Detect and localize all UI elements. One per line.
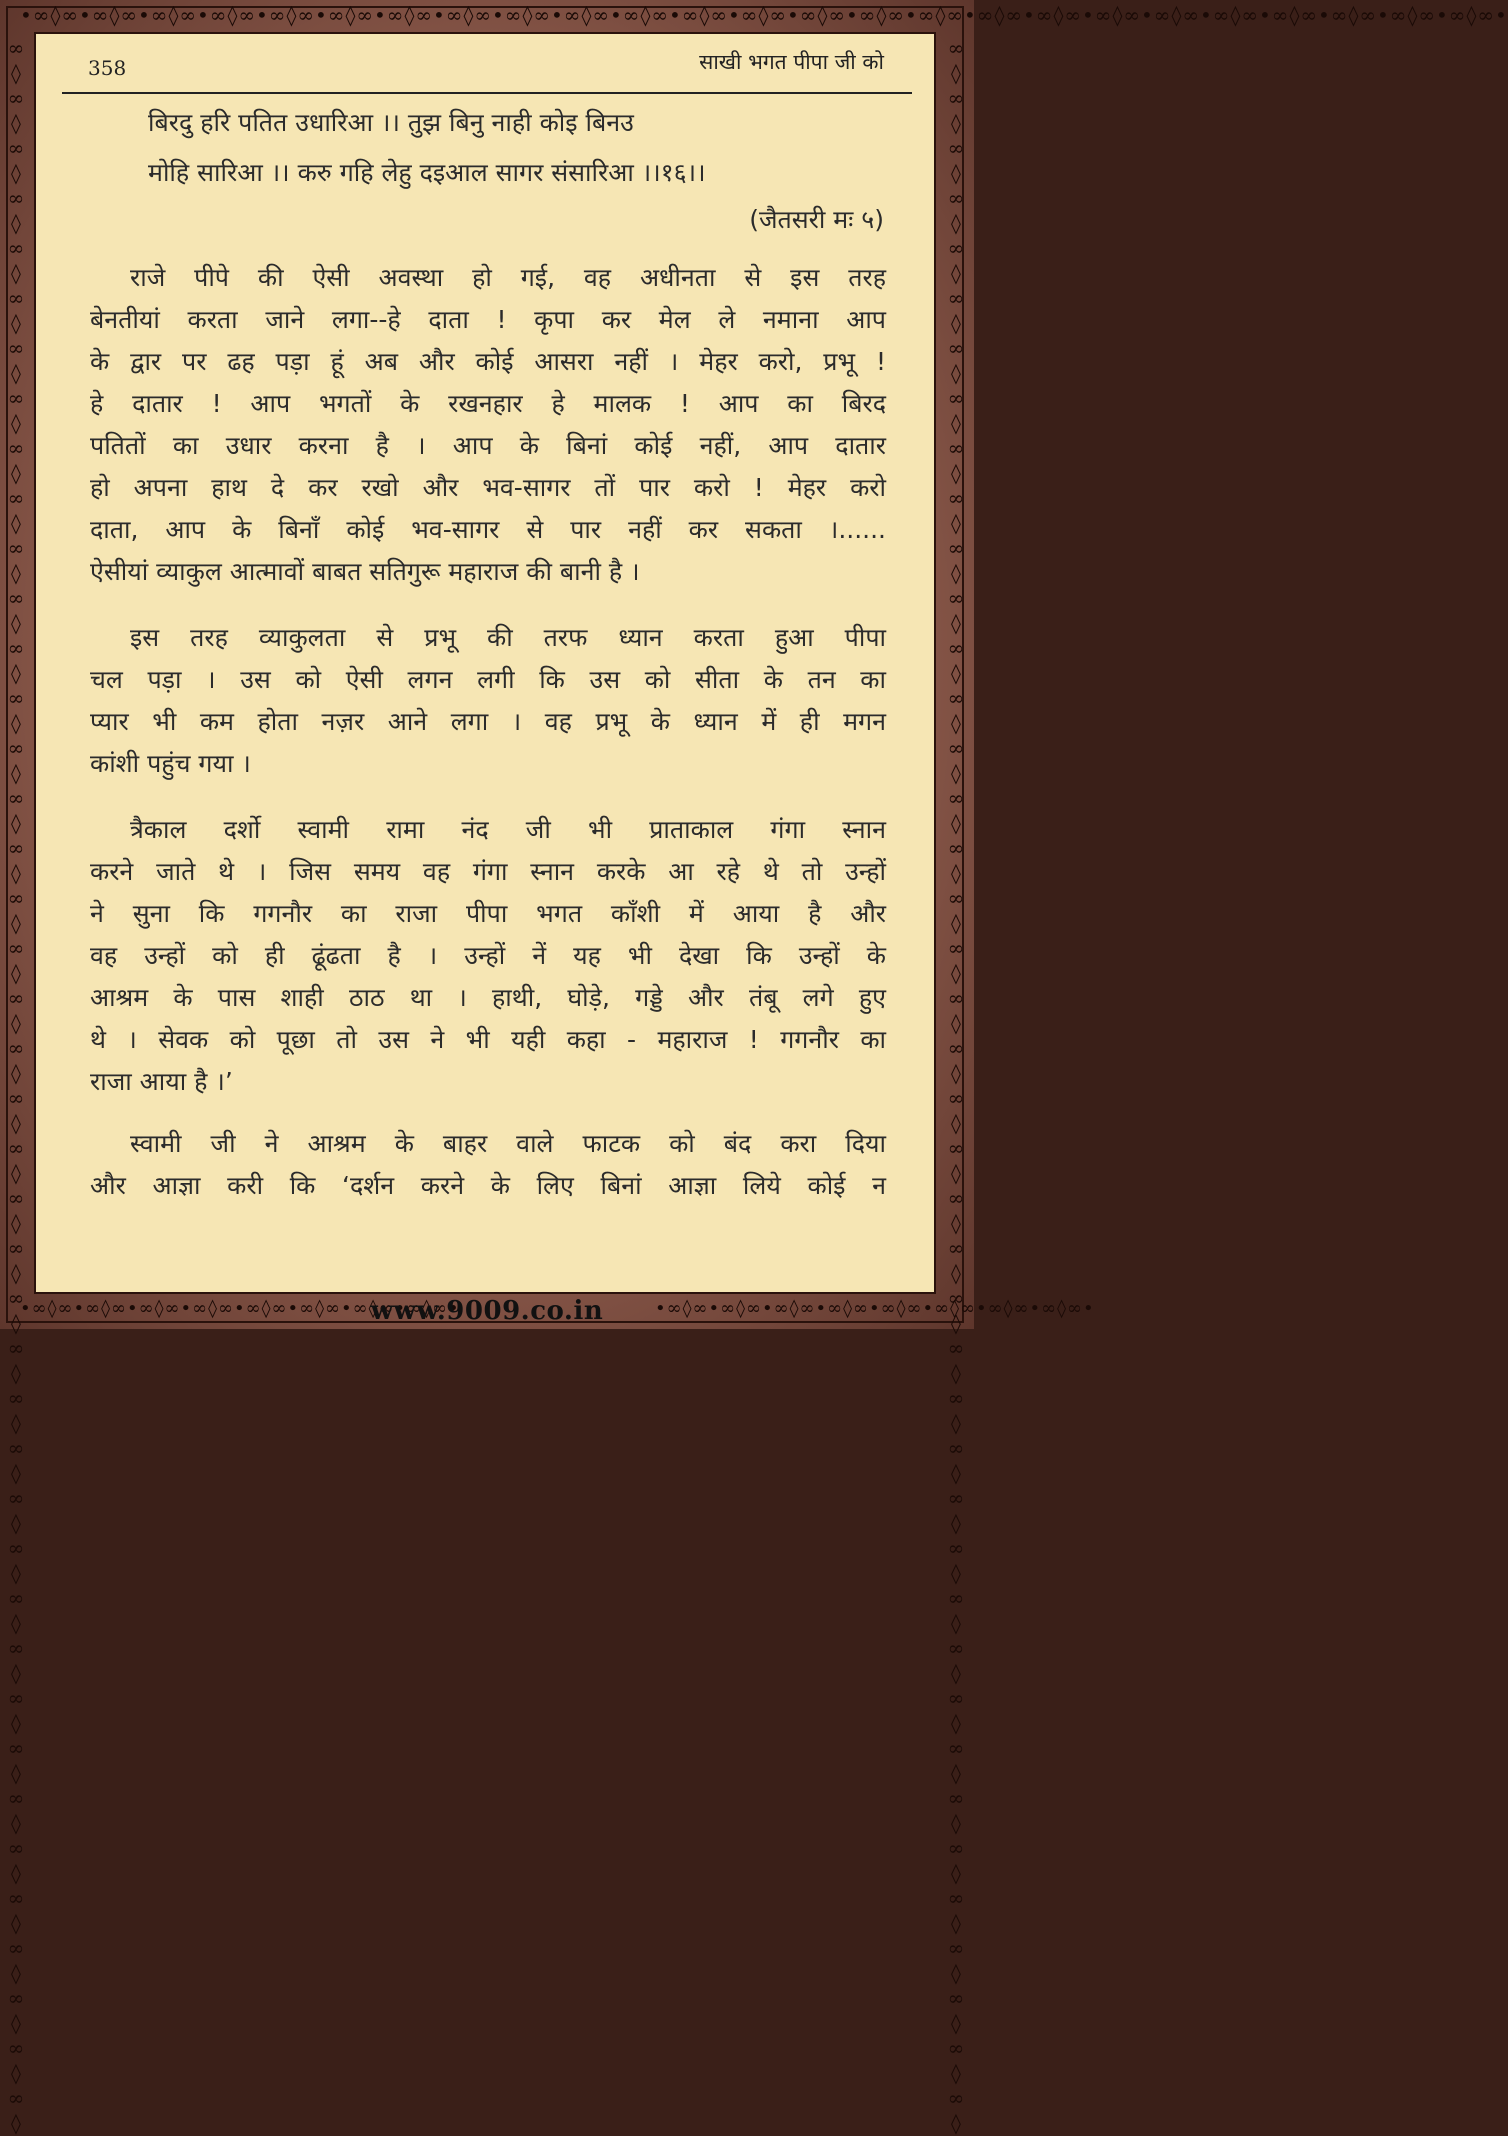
paragraph-line: दाता, आप के बिनाँ कोई भव-सागर से पार नहीं कर सकता ।...... [90, 515, 886, 544]
paragraph-line: त्रैकाल दर्शो स्वामी रामा नंद जी भी प्राताकाल गंगा स्नान [130, 815, 886, 844]
ornament-bottom-right: •∞◊∞•∞◊∞•∞◊∞•∞◊∞•∞◊∞•∞◊∞•∞◊∞•∞◊∞• [655, 1298, 1095, 1319]
paragraph-line: पतितों का उधार करना है । आप के बिनां कोई नहीं, आप दातार [90, 431, 886, 460]
page-number: 358 [88, 56, 127, 80]
ornament-left-border: ∞◊∞◊∞◊∞◊∞◊∞◊∞◊∞◊∞◊∞◊∞◊∞◊∞◊∞◊∞◊∞◊∞◊∞◊∞◊∞◊∞◊∞◊∞◊∞◊∞◊∞◊∞◊∞◊∞◊∞◊∞◊∞◊∞◊∞◊∞◊∞◊∞◊∞◊∞◊∞◊∞◊∞◊ [4, 36, 28, 2136]
paragraph-line: थे । सेवक को पूछा तो उस ने भी यही कहा - महाराज ! गगनौर का [90, 1025, 886, 1054]
paragraph-line: चल पड़ा । उस को ऐसी लगन लगी कि उस को सीता के तन का [90, 665, 886, 694]
verse-reference: (जैतसरी मः ५) [749, 205, 884, 234]
paragraph-line: इस तरह व्याकुलता से प्रभू की तरफ ध्यान करता हुआ पीपा [130, 623, 886, 652]
paragraph-line: के द्वार पर ढह पड़ा हूं अब और कोई आसरा नहीं । मेहर करो, प्रभू ! [90, 347, 886, 376]
paragraph-line: ऐसीयां व्याकुल आत्मावों बाबत सतिगुरू महाराज की बानी है । [90, 557, 640, 586]
paragraph-line: राजे पीपे की ऐसी अवस्था हो गई, वह अधीनता से इस तरह [130, 263, 886, 292]
paragraph-line: स्वामी जी ने आश्रम के बाहर वाले फाटक को बंद करा दिया [130, 1129, 886, 1158]
paragraph-line: कांशी पहुंच गया । [90, 749, 251, 778]
paragraph-line: ने सुना कि गगनौर का राजा पीपा भगत काँशी में आया है और [90, 899, 886, 928]
paragraph-line: प्यार भी कम होता नज़र आने लगा । वह प्रभू के ध्यान में ही मगन [90, 707, 886, 736]
paragraph-line: हो अपना हाथ दे कर रखो और भव-सागर तों पार करो ! मेहर करो [90, 473, 886, 502]
paragraph-line: बेनतीयां करता जाने लगा--हे दाता ! कृपा कर मेल ले नमाना आप [90, 305, 886, 334]
paragraph-line: करने जाते थे । जिस समय वह गंगा स्नान करके आ रहे थे तो उन्हों [90, 857, 886, 886]
paragraph-line: हे दातार ! आप भगतों के रखनहार हे मालक ! आप का बिरद [90, 389, 886, 418]
header-rule [62, 92, 912, 94]
book-page [34, 32, 936, 1294]
ornament-right-border: ∞◊∞◊∞◊∞◊∞◊∞◊∞◊∞◊∞◊∞◊∞◊∞◊∞◊∞◊∞◊∞◊∞◊∞◊∞◊∞◊∞◊∞◊∞◊∞◊∞◊∞◊∞◊∞◊∞◊∞◊∞◊∞◊∞◊∞◊∞◊∞◊∞◊∞◊∞◊∞◊∞◊∞◊ [944, 36, 968, 2136]
paragraph-line: आश्रम के पास शाही ठाठ था । हाथी, घोड़े, गड्डे और तंबू लगे हुए [90, 983, 886, 1012]
verse-line: मोहि सारिआ ।। करु गहि लेहु दइआल सागर संसारिआ ।।१६।। [148, 158, 706, 187]
website-footer: www.9009.co.in [370, 1296, 604, 1326]
paragraph-line: राजा आया है ।’ [90, 1067, 233, 1096]
paragraph-line: और आज्ञा करी कि ‘दर्शन करने के लिए बिनां आज्ञा लिये कोई न [90, 1171, 886, 1200]
ornament-bottom-left: •∞◊∞•∞◊∞•∞◊∞•∞◊∞•∞◊∞•∞◊∞•∞◊∞•∞◊∞• [20, 1298, 460, 1319]
paragraph-line: वह उन्हों को ही ढूंढता है । उन्हों नें यह भी देखा कि उन्हों के [90, 941, 886, 970]
ornament-top-border: •∞◊∞•∞◊∞•∞◊∞•∞◊∞•∞◊∞•∞◊∞•∞◊∞•∞◊∞•∞◊∞•∞◊∞•∞◊∞•∞◊∞•∞◊∞•∞◊∞•∞◊∞•∞◊∞•∞◊∞•∞◊∞•∞◊∞•∞◊∞•∞◊∞•∞◊∞•∞◊∞•∞◊∞•∞◊∞• [20, 3, 1508, 27]
verse-line: बिरदु हरि पतित उधारिआ ।। तुझ बिनु नाही कोइ बिनउ [148, 108, 634, 137]
running-title: साखी भगत पीपा जी को [699, 50, 884, 74]
